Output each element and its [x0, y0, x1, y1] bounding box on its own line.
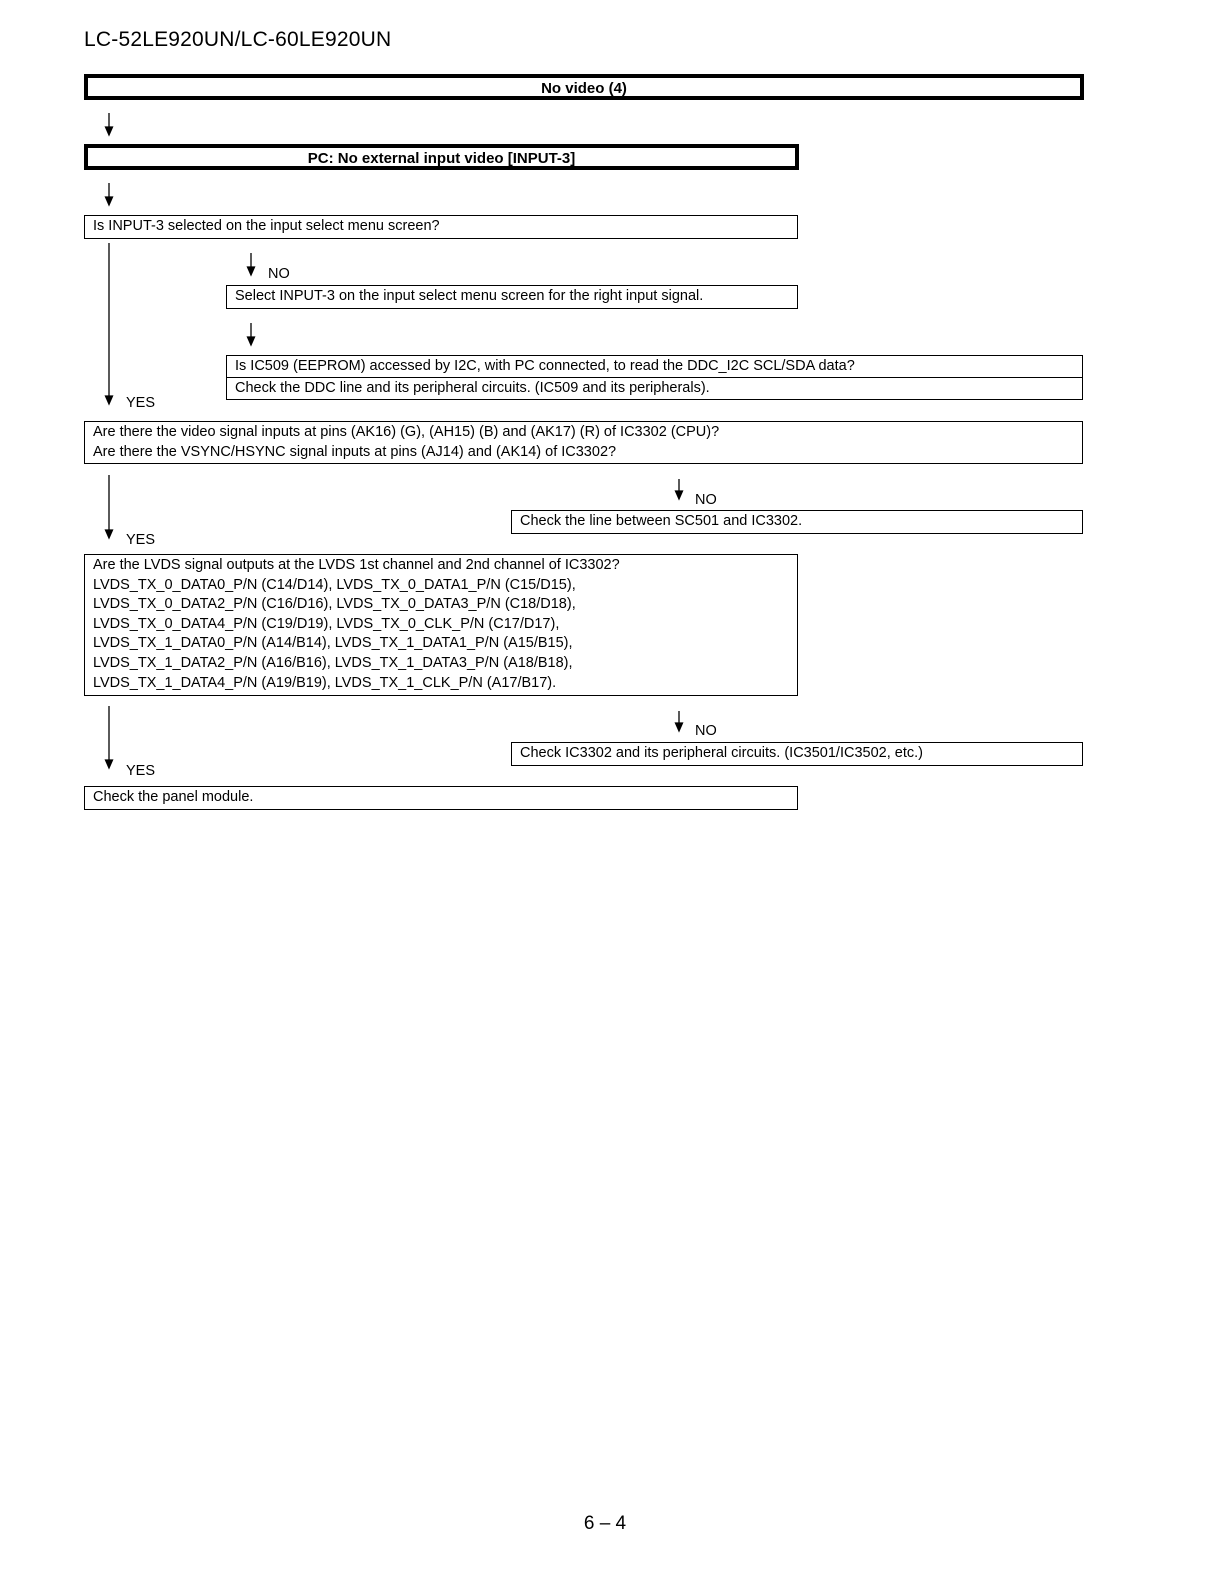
arrow-head-icon — [676, 723, 683, 731]
branch-label-no: NO — [268, 266, 290, 282]
lvds-pin-line: LVDS_TX_0_DATA0_P/N (C14/D14), LVDS_TX_0_DATA1_P/N (C15/D15), — [93, 576, 576, 593]
arrow-head-icon — [106, 127, 113, 135]
question-input3-selected: Is INPUT-3 selected on the input select menu screen? — [84, 215, 798, 239]
question-ic509-accessed: Is IC509 (EEPROM) accessed by I2C, with PC connected, to read the DDC_I2C SCL/SDA data? — [226, 355, 1083, 378]
lvds-pin-line: LVDS_TX_0_DATA4_P/N (C19/D19), LVDS_TX_0_CLK_P/N (C17/D17), — [93, 615, 560, 632]
branch-label-yes: YES — [126, 763, 156, 779]
page-number: 6 – 4 — [583, 1513, 627, 1534]
lvds-pin-line: LVDS_TX_0_DATA2_P/N (C16/D16), LVDS_TX_0_DATA3_P/N (C18/D18), — [93, 596, 576, 613]
question-line: Are the LVDS signal outputs at the LVDS 1st channel and 2nd channel of IC3302? — [93, 557, 620, 573]
action-check-ic3302: Check IC3302 and its peripheral circuits. (IC3501/IC3502, etc.) — [511, 742, 1083, 766]
lvds-pin-line: LVDS_TX_1_DATA0_P/N (A14/B14), LVDS_TX_1_DATA1_P/N (A15/B15), — [93, 635, 573, 652]
question-line: Are there the video signal inputs at pins (AK16) (G), (AH15) (B) and (AK17) (R) of IC3302 (CPU)? — [93, 424, 720, 440]
flowchart-title: No video (4) — [84, 74, 1084, 100]
arrow-head-icon — [106, 396, 113, 404]
branch-label-no: NO — [695, 492, 717, 508]
branch-label-no: NO — [695, 723, 717, 739]
arrow-head-icon — [106, 760, 113, 768]
arrow-head-icon — [106, 197, 113, 205]
lvds-pin-line: LVDS_TX_1_DATA2_P/N (A16/B16), LVDS_TX_1_DATA3_P/N (A18/B18), — [93, 654, 573, 671]
branch-label-yes: YES — [126, 395, 156, 411]
action-select-input3: Select INPUT-3 on the input select menu screen for the right input signal. — [226, 285, 798, 309]
action-check-ddc-line: Check the DDC line and its peripheral circuits. (IC509 and its peripherals). — [226, 377, 1083, 400]
arrow-head-icon — [676, 491, 683, 499]
model-header: LC-52LE920UN/LC-60LE920UN — [84, 28, 392, 51]
flowchart-subtitle: PC: No external input video [INPUT-3] — [84, 144, 799, 170]
lvds-pin-line: LVDS_TX_1_DATA4_P/N (A19/B19), LVDS_TX_1_CLK_P/N (A17/B17). — [93, 674, 557, 691]
branch-label-yes: YES — [126, 532, 156, 548]
action-check-sc501-line: Check the line between SC501 and IC3302. — [511, 510, 1083, 534]
arrow-head-icon — [106, 530, 113, 538]
arrow-head-icon — [248, 337, 255, 345]
question-line: Are there the VSYNC/HSYNC signal inputs at pins (AJ14) and (AK14) of IC3302? — [93, 443, 617, 460]
action-check-panel-module: Check the panel module. — [84, 786, 798, 810]
arrow-head-icon — [248, 267, 255, 275]
